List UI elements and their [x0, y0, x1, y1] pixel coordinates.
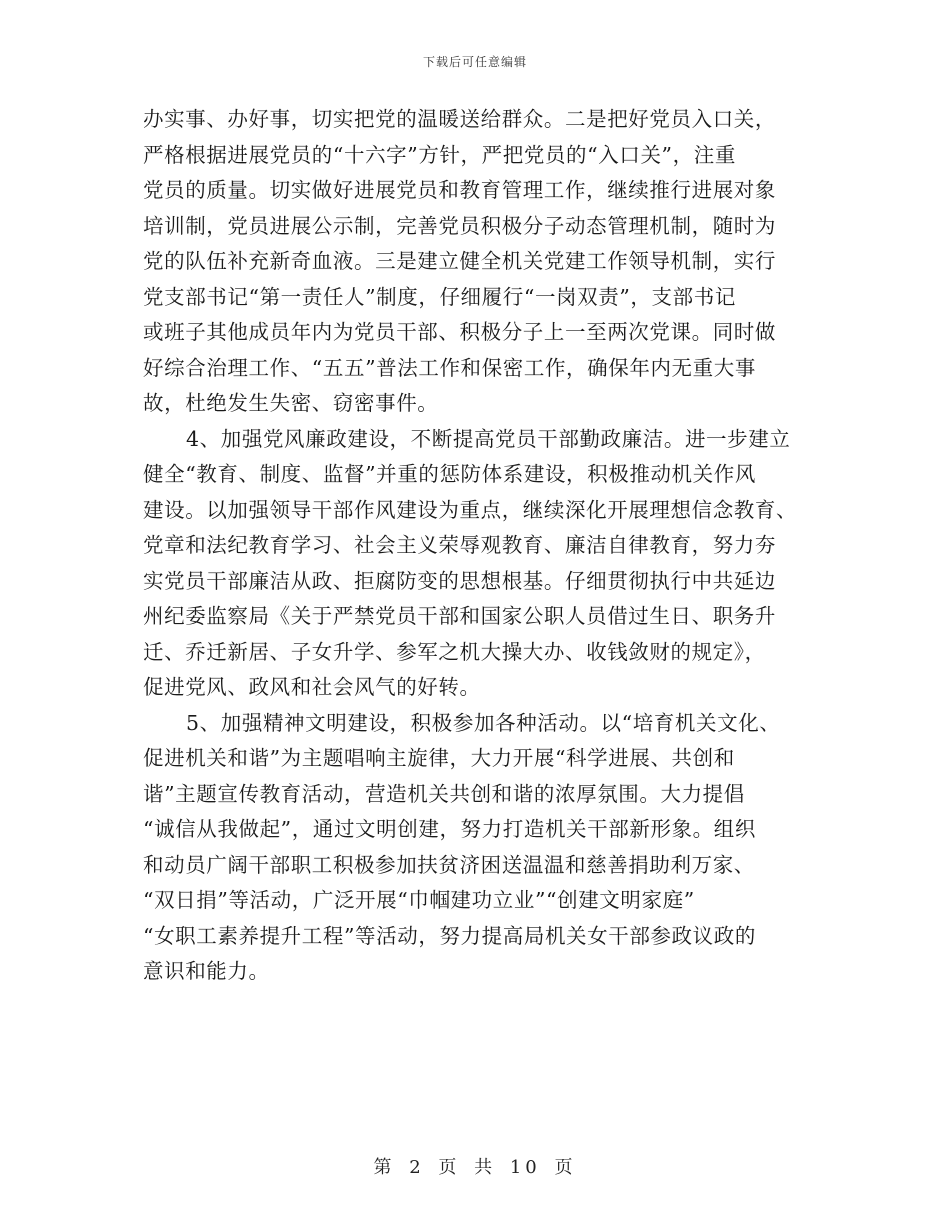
- text-line: “女职工素养提升工程”等活动，努力提高局机关女干部参政议政的: [143, 923, 756, 948]
- text-line: 党员的质量。切实做好进展党员和教育管理工作，继续推行进展对象: [143, 178, 776, 202]
- header-note: 下载后可任意编辑: [422, 55, 527, 69]
- text-line: 谐”主题宣传教育活动，营造机关共创和谐的浓厚氛围。大力提倡: [143, 781, 745, 806]
- text-line: 促进党风、政风和社会风气的好转。: [143, 675, 481, 699]
- page-footer: 第 2 页 共 10 页: [373, 1157, 577, 1178]
- text-line: “诚信从我做起”，通过文明创建，努力打造机关干部新形象。组织: [143, 817, 756, 841]
- text-line: 故，杜绝发生失密、窃密事件。: [143, 391, 439, 415]
- text-line: 4、加强党风廉政建设，不断提高党员干部勤政廉洁。进一步建立: [186, 426, 791, 451]
- text-line: 健全“教育、制度、监督”并重的惩防体系建设，积极推动机关作风: [143, 462, 756, 486]
- text-line: 和动员广阔干部职工积极参加扶贫济困送温温和慈善捐助利万家、: [143, 852, 755, 877]
- text-line: 或班子其他成员年内为党员干部、积极分子上一至两次党课。同时做: [143, 320, 776, 344]
- text-line: 党章和法纪教育学习、社会主义荣辱观教育、廉洁自律教育，努力夯: [143, 533, 776, 557]
- text-line: 实党员干部廉洁从政、拒腐防变的思想根基。仔细贯彻执行中共延边: [143, 568, 776, 593]
- text-line: 意识和能力。: [143, 959, 270, 983]
- text-line: 5、加强精神文明建设，积极参加各种活动。以“培育机关文化、: [186, 710, 781, 735]
- text-line: 建设。以加强领导干部作风建设为重点，继续深化开展理想信念教育、: [143, 497, 798, 522]
- text-line: 严格根据进展党员的“十六字”方针，严把党员的“入口关”，注重: [143, 142, 736, 167]
- text-line: 培训制，党员进展公示制，完善党员积极分子动态管理机制，随时为: [143, 213, 776, 238]
- text-line: 迁、乔迁新居、子女升学、参军之机大操大办、收钱敛财的规定》，: [143, 639, 766, 664]
- text-line: 党的队伍补充新奇血液。三是建立健全机关党建工作领导机制，实行: [143, 249, 776, 273]
- text-line: 好综合治理工作、“五五”普法工作和保密工作，确保年内无重大事: [143, 355, 756, 380]
- text-line: 促进机关和谐”为主题唱响主旋律，大力开展“科学进展、共创和: [143, 746, 735, 770]
- document-body: [143, 102, 811, 990]
- text-line: 党支部书记“第一责任人”制度，仔细履行“一岗双责”，支部书记: [143, 284, 736, 309]
- text-line: 办实事、办好事，切实把党的温暖送给群众。二是把好党员入口关，: [143, 107, 776, 131]
- text-line: 州纪委监察局《关于严禁党员干部和国家公职人员借过生日、职务升: [143, 604, 776, 628]
- text-line: “双日捐”等活动，广泛开展“巾帼建功立业”“创建文明家庭”: [143, 888, 695, 912]
